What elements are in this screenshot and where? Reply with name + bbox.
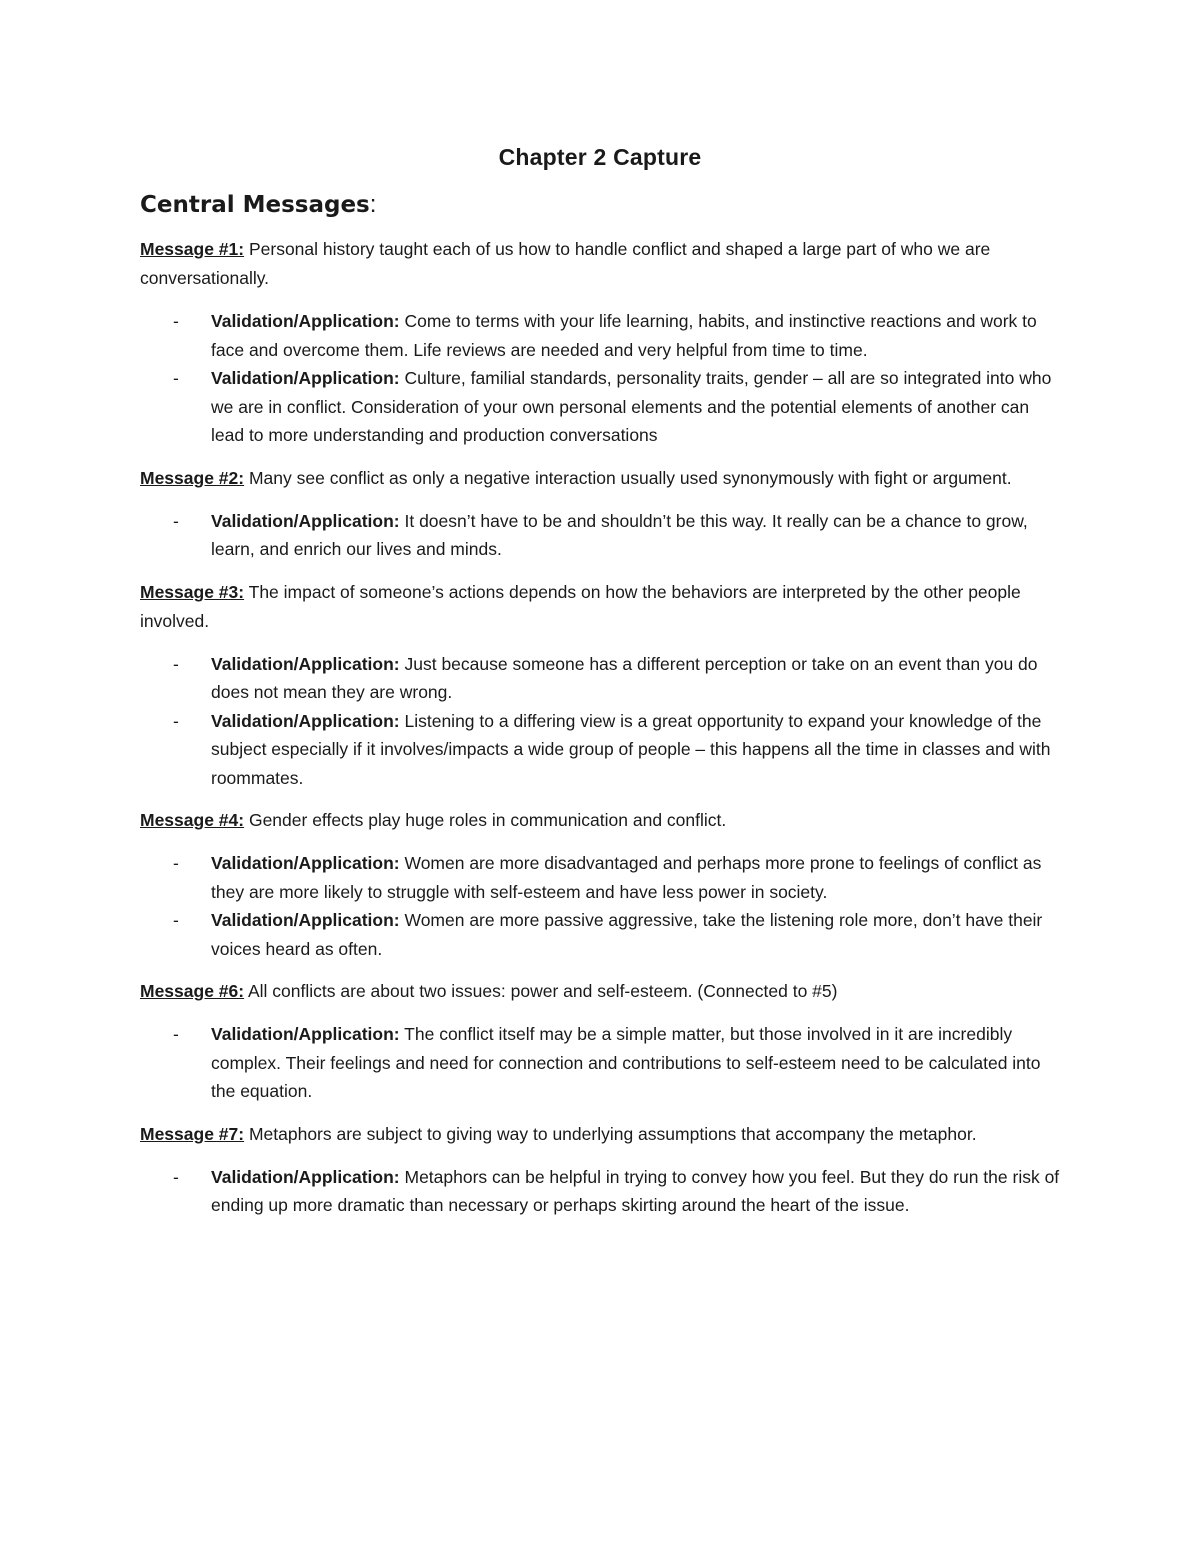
application-label: Validation/Application: xyxy=(211,510,400,531)
application-text: The conflict itself may be a simple matter, but those involved in it are incredibly complex. Their feelings and need for connection and contributions to self-esteem need to be calculated into the equation. xyxy=(211,1024,1041,1101)
message-label: Message #3: xyxy=(140,581,245,602)
application-text: Culture, familial standards, personality traits, gender – all are so integrated into who we are in conflict. Consideration of your own personal elements and the potential elements of another can lead to more understanding and production conversations xyxy=(211,368,1052,445)
document-title: Chapter 2 Capture xyxy=(498,144,702,170)
bullet-dash: - xyxy=(173,710,179,731)
application-text: Just because someone has a different perception or take on an event than you do does not mean they are wrong. xyxy=(211,653,1038,702)
message-text: Metaphors are subject to giving way to underlying assumptions that accompany the metaphor. xyxy=(244,1123,977,1144)
application-label: Validation/Application: xyxy=(211,710,400,731)
section-heading-text: Central Messages xyxy=(140,192,370,218)
message-3 xyxy=(140,578,1060,636)
message-3-applications xyxy=(140,650,1060,793)
application-item xyxy=(140,906,1060,963)
application-label: Validation/Application: xyxy=(211,1166,400,1187)
application-text: Listening to a differing view is a great opportunity to expand your knowledge of the subject especially if it involves/impacts a wide group of people – this happens all the time in classes and with roommates. xyxy=(211,710,1051,788)
bullet-dash: - xyxy=(173,1166,179,1187)
message-7-applications xyxy=(140,1163,1060,1220)
message-4 xyxy=(140,806,1060,835)
bullet-dash: - xyxy=(173,311,179,331)
message-label: Message #6: xyxy=(140,981,245,1001)
message-4-applications xyxy=(140,849,1060,963)
application-text: Women are more disadvantaged and perhaps more prone to feelings of conflict as they are more likely to struggle with self-esteem and have less power in society. xyxy=(211,853,1042,902)
document-page xyxy=(140,140,1060,1234)
application-item xyxy=(140,507,1060,564)
message-label: Message #4: xyxy=(140,810,245,830)
message-label: Message #2: xyxy=(140,467,245,488)
application-label: Validation/Application: xyxy=(211,368,400,388)
bullet-dash: - xyxy=(173,368,179,388)
application-item xyxy=(140,849,1060,906)
bullet-dash: - xyxy=(173,510,179,531)
application-label: Validation/Application: xyxy=(211,1024,400,1044)
message-6 xyxy=(140,977,1060,1006)
message-6-applications xyxy=(140,1020,1060,1106)
message-2-applications xyxy=(140,507,1060,564)
message-1 xyxy=(140,235,1060,293)
message-1-applications xyxy=(140,307,1060,450)
message-text: Gender effects play huge roles in communication and conflict. xyxy=(244,810,727,830)
bullet-dash: - xyxy=(173,1024,179,1044)
application-text: Women are more passive aggressive, take the listening role more, don’t have their voices heard as often. xyxy=(211,910,1043,959)
bullet-dash: - xyxy=(173,653,179,674)
application-label: Validation/Application: xyxy=(211,853,400,873)
application-item xyxy=(140,1020,1060,1106)
application-text: Metaphors can be helpful in trying to convey how you feel. But they do run the risk of ending up more dramatic than necessary or perhaps skirting around the heart of the issue. xyxy=(211,1166,1060,1215)
message-label: Message #1: xyxy=(140,239,245,259)
application-item xyxy=(140,650,1060,707)
application-label: Validation/Application: xyxy=(211,910,400,930)
message-text: The impact of someone’s actions depends on how the behaviors are interpreted by the other people involved. xyxy=(140,581,1021,631)
application-item xyxy=(140,307,1060,364)
message-text: Many see conflict as only a negative interaction usually used synonymously with fight or argument. xyxy=(244,467,1012,488)
application-text: It doesn’t have to be and shouldn’t be this way. It really can be a chance to grow, learn, and enrich our lives and minds. xyxy=(211,510,1028,559)
application-item xyxy=(140,364,1060,450)
message-2 xyxy=(140,464,1060,493)
application-item xyxy=(140,707,1060,793)
message-label: Message #7: xyxy=(140,1123,245,1144)
application-label: Validation/Application: xyxy=(211,311,400,331)
message-text: Personal history taught each of us how to handle conflict and shaped a large part of who we are conversationally. xyxy=(140,239,991,288)
application-item xyxy=(140,1163,1060,1220)
message-7 xyxy=(140,1120,1060,1149)
bullet-dash: - xyxy=(173,853,179,873)
message-text: All conflicts are about two issues: power and self-esteem. (Connected to #5) xyxy=(244,981,838,1001)
application-text: Come to terms with your life learning, habits, and instinctive reactions and work to face and overcome them. Life reviews are needed and very helpful from time to time. xyxy=(211,311,1037,360)
section-heading-colon: : xyxy=(369,191,377,218)
bullet-dash: - xyxy=(173,910,179,930)
section-heading xyxy=(140,191,1060,219)
application-label: Validation/Application: xyxy=(211,653,400,674)
